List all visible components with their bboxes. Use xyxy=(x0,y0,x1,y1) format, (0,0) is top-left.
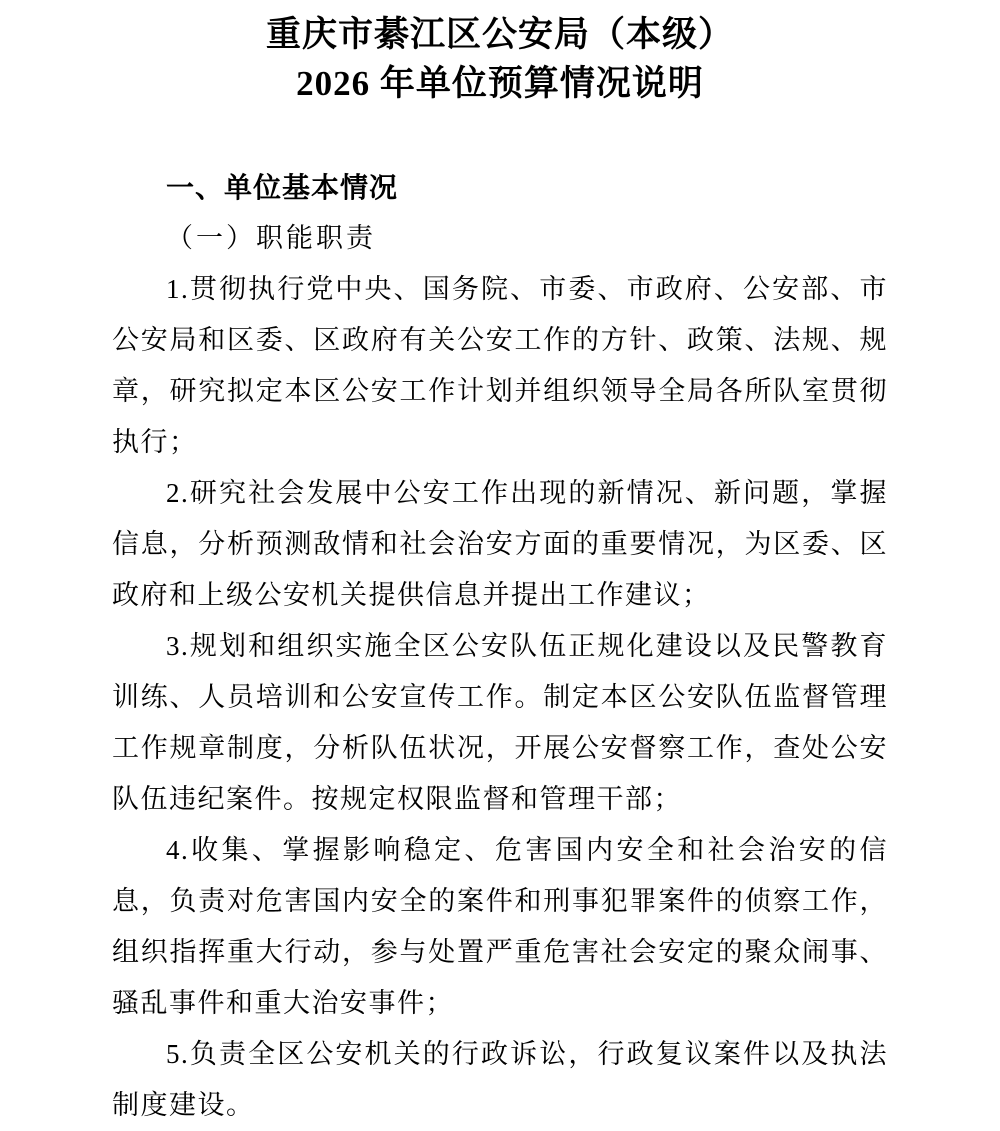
document-title-line-2: 2026 年单位预算情况说明 xyxy=(296,64,704,103)
document-title xyxy=(112,10,888,108)
paragraph-duty-1: 1.贯彻执行党中央、国务院、市委、市政府、公安部、市公安局和区委、区政府有关公安工作的方针、政策、法规、规章，研究拟定本区公安工作计划并组织领导全局各所队室贯彻执行； xyxy=(112,274,888,457)
paragraph-duty-3: 3.规划和组织实施全区公安队伍正规化建设以及民警教育训练、人员培训和公安宣传工作。制定本区公安队伍监督管理工作规章制度，分析队伍状况，开展公安督察工作，查处公安队伍违纪案件。按规定权限监督和管理干部； xyxy=(112,631,888,814)
document-title-line-1: 重庆市綦江区公安局（本级） xyxy=(265,15,734,54)
subsection-heading-duties: （一）职能职责 xyxy=(166,223,376,253)
paragraph-duty-4: 4.收集、掌握影响稳定、危害国内安全和社会治安的信息，负责对危害国内安全的案件和刑事犯罪案件的侦察工作，组织指挥重大行动，参与处置严重危害社会安定的聚众闹事、骚乱事件和重大治安事件； xyxy=(112,835,888,1018)
paragraph-duty-2: 2.研究社会发展中公安工作出现的新情况、新问题，掌握信息，分析预测敌情和社会治安方面的重要情况，为区委、区政府和上级公安机关提供信息并提出工作建议； xyxy=(112,478,888,610)
section-heading-basic-info: 一、单位基本情况 xyxy=(166,172,399,203)
paragraph-duty-5: 5.负责全区公安机关的行政诉讼，行政复议案件以及执法制度建设。 xyxy=(112,1039,888,1120)
